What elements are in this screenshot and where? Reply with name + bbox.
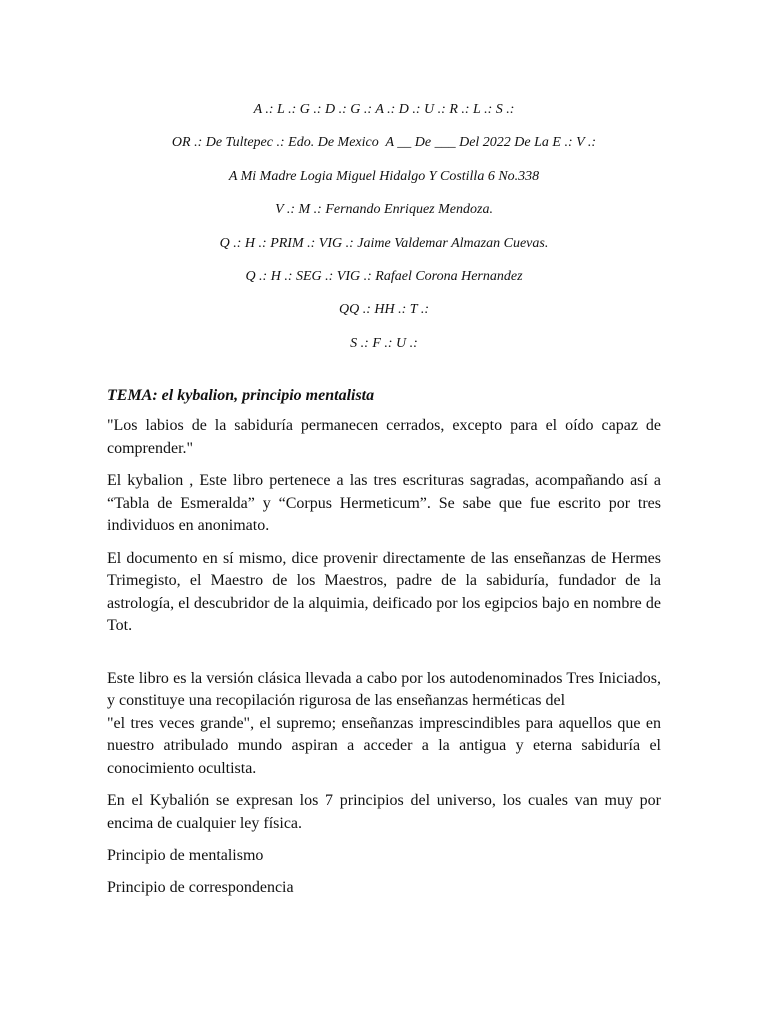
header-line-mother-lodge: A Mi Madre Logia Miguel Hidalgo Y Costilla 6 No.338 [228,168,540,184]
header-line-first-warden: Q .: H .: PRIM .: VIG .: Jaime Valdemar Almazan Cuevas. [219,235,549,251]
principle-item: Principio de mentalismo [107,847,264,864]
paragraph-hermes-origin: El documento en sí mismo, dice provenir directamente de las enseñanzas de Hermes Trimegisto, el Maestro de los Maestros, padre de la sabiduría, fundador de la astrología, el descubridor de la alquimia, deificado por los egipcios bajo en nombre de Tot. [107,549,661,634]
header-line-second-warden: Q .: H .: SEG .: VIG .: Rafael Corona Hernandez [245,268,523,284]
header-line-venerable-master: V .: M .: Fernando Enriquez Mendoza. [275,202,493,218]
paragraph-kybalion-intro: El kybalion , Este libro pertenece a las tres escrituras sagradas, acompañando así a “Tabla de Esmeralda” y “Corpus Hermeticum”. Se sabe que fue escrito por tres individuos en anonimato. [107,472,661,534]
document-body [107,385,661,909]
lodge-header [0,101,768,368]
paragraph-thrice-great: "el tres veces grande", el supremo; enseñanzas imprescindibles para aquellos que en nuestro atribulado mundo aspiran a acceder a la antigua y eterna sabiduría el conocimiento ocultista. [107,714,661,777]
header-line-brothers: QQ .: HH .: T .: [339,302,429,318]
paragraph-classic-version: Este libro es la versión clásica llevada a cabo por los autodenominados Tres Iniciados, y constituye una recopilación rigurosa de las enseñanzas herméticas del [107,669,661,709]
opening-quote: "Los labios de la sabiduría permanecen cerrados, excepto para el oído capaz de comprender." [107,417,661,457]
principle-item: Principio de correspondencia [107,879,294,896]
header-line-orient-date: OR .: De Tultepec .: Edo. De Mexico A __ De ___ Del 2022 De La E .: V .: [171,135,597,151]
header-line-invocation: A .: L .: G .: D .: G .: A .: D .: U .: R .: L .: S .: [253,102,515,117]
header-line-salutation: S .: F .: U .: [350,335,418,351]
topic-heading: TEMA: el kybalion, principio mentalista [107,387,375,404]
paragraph-seven-principles: En el Kybalión se expresan los 7 principios del universo, los cuales van muy por encima de cualquier ley física. [107,792,661,832]
